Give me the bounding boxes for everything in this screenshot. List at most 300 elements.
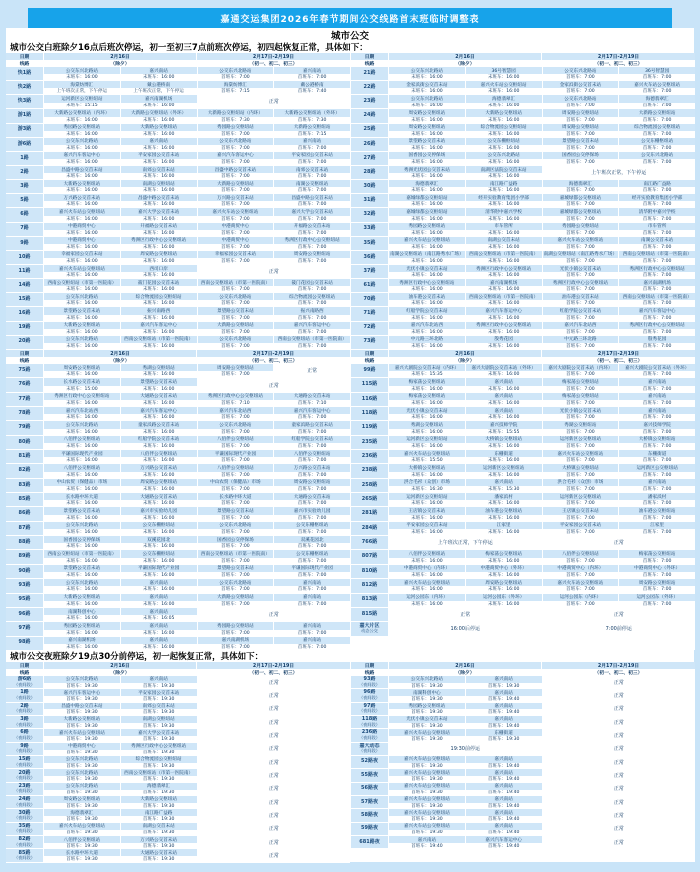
bus-time: 末班车：16:00 [466, 572, 542, 578]
schedule-cell [121, 208, 197, 221]
bus-time: 首班车：19:30 [389, 683, 465, 689]
schedule-cell [619, 336, 695, 349]
schedule-cell [121, 622, 197, 635]
schedule-cell [389, 823, 465, 835]
station-name: 嘉兴南站 [619, 393, 695, 400]
station-name: 南郊公交首末站 [121, 703, 197, 710]
route-number: 21路 [363, 69, 376, 76]
station-name: 八佰伴公交枢纽站 [44, 836, 120, 843]
row-cells [44, 265, 350, 278]
merged-note-text: 正常 [268, 853, 279, 860]
bus-time: 首班车：7:00 [543, 558, 619, 564]
station-name: 嘉兴汽车客运中心 [274, 407, 350, 414]
station-name: 南湖公交枢纽站（南江路秀水广场） [390, 252, 464, 258]
route-label [351, 729, 389, 741]
schedule-cell [389, 166, 465, 179]
merged-note-cell [543, 796, 696, 808]
schedule-cell [121, 536, 197, 549]
bus-time: 末班车：16:00 [44, 286, 120, 292]
bus-time: 首班车：7:00 [543, 472, 619, 478]
station-name: 八佰伴公交枢纽站 [121, 450, 197, 457]
bus-time: 末班车：16:00 [44, 315, 120, 321]
row-cells [389, 336, 695, 349]
row-cells [389, 81, 695, 94]
schedule-cell [543, 579, 619, 592]
route-label [351, 393, 389, 406]
route-number: 快3路 [17, 98, 32, 105]
table-row [351, 478, 695, 492]
header-dates-row [351, 350, 695, 357]
row-cells [44, 436, 350, 449]
route-label [351, 689, 389, 701]
merged-note-cell [198, 95, 351, 108]
table-row [6, 306, 350, 320]
bus-time: 末班车：16:00 [389, 286, 465, 292]
route-suffix: （夜间段） [14, 841, 35, 847]
station-name: 嘉兴火车站公交枢纽站 [44, 208, 120, 215]
bus-time: 末班车：16:00 [44, 201, 120, 207]
schedule-cell [466, 421, 542, 434]
station-name: 国香园公交停保场 [198, 536, 274, 543]
schedule-cell [198, 393, 274, 406]
row-cells [44, 464, 350, 477]
bus-time: 首班车：7:00 [543, 443, 619, 449]
bus-time: 首班车：7:00 [543, 429, 619, 435]
station-name: 王店镇公交首末站 [543, 507, 619, 514]
merged-note-text: 正常 [613, 773, 624, 780]
station-name: 红船学院公交首末站 [274, 436, 350, 443]
header-line-label: 线路 [351, 357, 389, 363]
bus-time: 首班车：7:00 [198, 429, 274, 435]
schedule-cell [198, 251, 274, 264]
bus-time: 末班车：16:00 [389, 88, 465, 94]
table-row [6, 835, 350, 848]
station-name: 景望路公交首末站 [44, 507, 120, 514]
station-name: 周安路公交枢纽站 [543, 124, 619, 131]
table-row [351, 335, 695, 349]
bus-time: 末班车：16:00 [121, 117, 197, 123]
bus-time: 首班车：7:00 [543, 400, 619, 406]
day-table-part1-left [6, 53, 350, 350]
route-label [351, 421, 389, 434]
row-cells [44, 836, 350, 848]
header-date2-sub: （初一、初二、初三） [542, 669, 695, 675]
schedule-cell [543, 293, 619, 306]
bus-time: 末班车：16:00 [44, 159, 120, 165]
route-label [351, 293, 389, 306]
station-name: 南湖公交首末站 [466, 237, 542, 244]
route-number: 1路 [20, 154, 29, 161]
merged-note-cell [198, 849, 351, 861]
merged-note-text: 正常 [613, 733, 624, 740]
route-label [351, 407, 389, 420]
station-name: 嘉兴南站 [619, 407, 695, 414]
merged-note-cell [389, 743, 542, 755]
route-number: 681路夜 [359, 838, 380, 845]
route-number: 30路 [18, 809, 31, 816]
station-name: 八佰伴公交枢纽站 [543, 550, 619, 557]
schedule-cell [44, 608, 120, 621]
schedule-cell [121, 194, 197, 207]
bus-time: 末班车：16:00 [44, 173, 120, 179]
route-label [6, 208, 44, 221]
route-label [351, 608, 389, 621]
station-name: 昌盛中路公交首末站 [44, 703, 120, 710]
schedule-cell [44, 378, 120, 391]
bus-time: 末班车：16:00 [466, 529, 542, 535]
schedule-cell [389, 594, 465, 607]
bus-time: 首班车：7:00 [619, 414, 695, 420]
row-cells [44, 522, 350, 535]
header-date2: 2月17日-2月19日 [542, 53, 695, 60]
table-row [351, 137, 695, 151]
station-name: 公交东兴北路站 [619, 152, 695, 159]
schedule-cell [121, 756, 197, 768]
bus-time: 末班车：16:00 [389, 201, 465, 207]
schedule-cell [274, 251, 350, 264]
header-line-label: 线路 [6, 669, 44, 675]
station-name: 秀园路公交枢纽站 [389, 223, 465, 230]
schedule-cell [389, 436, 465, 449]
route-label [351, 479, 389, 492]
bus-time: 末班车：16:00 [121, 558, 197, 564]
schedule-cell [274, 507, 350, 520]
route-number: 115路 [361, 381, 378, 388]
schedule-cell [389, 769, 465, 781]
schedule-cell [274, 279, 350, 292]
station-name: 运河公园东（内环） [543, 594, 619, 601]
station-name: 嘉城绿都公交枢纽站 [389, 208, 465, 215]
station-name: 公交东兴北路站 [198, 293, 274, 300]
schedule-cell [619, 364, 695, 377]
merged-note-cell [543, 783, 696, 795]
route-label [6, 756, 44, 768]
route-label [351, 279, 389, 292]
bus-time: 末班车：16:00 [44, 216, 120, 222]
table-row [351, 363, 695, 377]
station-name: 公交东兴北路站 [389, 67, 465, 74]
bus-time: 首班车：7:00 [619, 601, 695, 607]
schedule-cell [619, 322, 695, 335]
schedule-cell [389, 507, 465, 520]
schedule-cell [44, 823, 120, 835]
station-name: 嘉兴汽车北站西 [543, 322, 619, 329]
station-name: 嘉兴汽车客运中心 [44, 689, 120, 696]
station-name: 西南公交枢纽站（市第一医院南） [44, 550, 120, 557]
header-date1-sub: （除夕） [44, 357, 197, 363]
station-name: 景望路公交首末站 [121, 378, 197, 385]
route-label [351, 194, 389, 207]
bus-time: 末班车：16:00 [389, 74, 465, 80]
table-row [6, 768, 350, 781]
day-tables-part2 [6, 350, 694, 650]
merged-note-cell [543, 622, 696, 635]
schedule-cell [543, 279, 619, 292]
bus-time: 首班车：19:40 [466, 803, 542, 809]
bus-time: 末班车：16:00 [44, 400, 120, 406]
schedule-cell [44, 550, 120, 563]
station-name: 运河新区公交枢纽站 [389, 493, 465, 500]
schedule-cell [274, 579, 350, 592]
merged-note-text: 正常 [613, 826, 624, 833]
route-number: 3路 [20, 716, 29, 723]
header-date1: 2月16日 [389, 350, 542, 357]
schedule-cell [44, 809, 120, 821]
route-label [6, 109, 44, 122]
merged-note-cell [198, 729, 351, 741]
table-row [6, 264, 350, 278]
table-filler [351, 636, 695, 650]
schedule-cell [619, 579, 695, 592]
merged-note-cell [198, 378, 351, 391]
schedule-cell [198, 464, 274, 477]
schedule-cell [543, 507, 619, 520]
schedule-cell [44, 421, 120, 434]
row-cells [389, 421, 695, 434]
bus-time: 末班车：16:00 [466, 343, 542, 349]
bus-time: 首班车：19:30 [121, 709, 197, 715]
bus-time: 末班车：16:00 [121, 400, 197, 406]
schedule-cell [198, 223, 274, 236]
bus-time: 首班车：19:30 [44, 723, 120, 729]
route-label [351, 152, 389, 165]
station-name: 筱门花园公交首末站 [274, 279, 350, 286]
schedule-cell [389, 279, 465, 292]
row-cells [389, 279, 695, 292]
table-row [6, 94, 350, 108]
route-label [6, 689, 44, 701]
station-name: 嘉兴南站 [121, 67, 197, 74]
station-name: 中山农贸（保健品）市场 [44, 479, 120, 486]
schedule-cell [44, 756, 120, 768]
route-label [6, 796, 44, 808]
route-number: 52路夜 [361, 758, 378, 765]
merged-note-cell [198, 796, 351, 808]
row-cells [389, 450, 695, 463]
table-row [351, 406, 695, 420]
header-date1: 2月16日 [44, 350, 197, 357]
header-date1-sub: （除夕） [389, 669, 542, 675]
bus-time: 末班车：16:00 [121, 286, 197, 292]
row-cells [389, 507, 695, 520]
station-name: 嘉兴南站 [466, 407, 542, 414]
schedule-cell [619, 507, 695, 520]
schedule-cell [466, 293, 542, 306]
route-number: 22路 [363, 83, 376, 90]
schedule-cell [466, 464, 542, 477]
bus-time: 首班车：7:00 [619, 103, 695, 109]
route-label [6, 95, 44, 108]
station-name: 南江路广益路 [466, 180, 542, 187]
station-name: 嘉兴火车站公交枢纽站 [543, 450, 619, 457]
schedule-cell [389, 364, 465, 377]
schedule-cell [44, 166, 120, 179]
row-cells [389, 550, 695, 563]
route-label [351, 522, 389, 535]
station-name: 梅家荡公交枢纽站 [543, 378, 619, 385]
station-name: 嘉兴南湖机场 [121, 95, 197, 102]
route-number: 30路 [363, 182, 376, 189]
station-name: 昌盛中路公交首末站 [44, 166, 120, 173]
station-name: 嘉兴火车站公交枢纽站 [543, 237, 619, 244]
station-name: 平谦国际现代产业园 [121, 565, 197, 572]
table-row [351, 66, 695, 80]
night-table-right [351, 662, 695, 862]
schedule-cell [44, 95, 120, 108]
station-name: 周安路公交枢纽站 [198, 364, 274, 371]
route-number: 26路 [363, 140, 376, 147]
bus-time: 首班车：7:00 [274, 572, 350, 578]
row-cells [44, 166, 350, 179]
station-name: 大通路公交首末站 [121, 849, 197, 856]
schedule-cell [389, 550, 465, 563]
schedule-cell [198, 307, 274, 320]
bus-time: 首班车：7:00 [274, 343, 350, 349]
bus-time: 首班车：7:00 [198, 315, 274, 321]
bus-time: 首班车：7:00 [198, 443, 274, 449]
merged-note-cell [543, 608, 696, 621]
schedule-cell [466, 407, 542, 420]
station-name: 公交东栅枢纽站 [121, 522, 197, 529]
table-row [351, 607, 695, 621]
table-row [351, 521, 695, 535]
merged-note-cell [198, 716, 351, 728]
schedule-cell [121, 138, 197, 151]
route-label [351, 251, 389, 264]
schedule-cell [198, 237, 274, 250]
table-row [6, 702, 350, 715]
station-name: 公交东栅枢纽站 [274, 550, 350, 557]
station-name: 戴公港桥南 [121, 81, 197, 88]
station-name: 综合物流园公交枢纽站 [466, 124, 542, 131]
row-cells [44, 493, 350, 506]
bus-time: 首班车：19:30 [389, 723, 465, 729]
bus-time: 首班车：7:00 [543, 187, 619, 193]
schedule-cell [389, 565, 465, 578]
bus-time: 末班车：16:00 [44, 414, 120, 420]
station-name: 大新路公交枢纽站 [198, 594, 274, 601]
schedule-cell [466, 208, 542, 221]
route-number: 79路 [18, 424, 31, 431]
route-label [6, 703, 44, 715]
schedule-cell [389, 152, 465, 165]
station-name: 大通路公交首末站 [121, 493, 197, 500]
merged-note-text: 正常 [268, 813, 279, 820]
bus-time: 首班车：19:40 [389, 843, 465, 849]
merged-note-cell [198, 265, 351, 278]
row-cells [389, 407, 695, 420]
bus-time: 首班车：7:00 [198, 586, 274, 592]
row-cells [389, 536, 695, 549]
schedule-cell [274, 166, 350, 179]
bus-time: 首班车：7:00 [619, 371, 695, 377]
route-number: 56路夜 [361, 785, 378, 792]
route-number: 55路夜 [361, 771, 378, 778]
table-row [351, 675, 695, 688]
station-name: 嘉兴汽车客运中心 [619, 307, 695, 314]
table-row [6, 492, 350, 506]
row-cells [44, 251, 350, 264]
table-row [351, 321, 695, 335]
station-name: 八佰伴公交枢纽站 [198, 464, 274, 471]
bus-time: 首班车：7:00 [274, 472, 350, 478]
schedule-cell [44, 579, 120, 592]
table-header [6, 53, 350, 66]
schedule-cell [619, 279, 695, 292]
bus-time: 末班车：16:00 [44, 258, 120, 264]
row-cells [389, 703, 695, 715]
station-name: 嘉兴大学公交首末站 [274, 208, 350, 215]
bus-time: 首班车：19:30 [44, 683, 120, 689]
schedule-cell [619, 378, 695, 391]
table-row [351, 768, 695, 781]
day-table-part2-left [6, 350, 350, 650]
header-date2-sub: （初一、初二、初三） [197, 669, 350, 675]
route-number: 236路 [361, 452, 378, 459]
header-line-label: 线路 [351, 60, 389, 66]
schedule-cell [466, 138, 542, 151]
route-label [6, 550, 44, 563]
bus-time: 首班车：7:00 [198, 543, 274, 549]
row-cells [44, 421, 350, 434]
schedule-cell [274, 307, 350, 320]
bus-time: 首班车：19:30 [121, 736, 197, 742]
bus-time: 首班车：7:00 [543, 486, 619, 492]
bus-time: 末班车：16:00 [389, 258, 465, 264]
row-cells [44, 507, 350, 520]
station-name: 嘉兴南湖机场 [44, 637, 120, 644]
bus-time: 首班车：19:30 [44, 709, 120, 715]
row-cells [389, 364, 695, 377]
station-name: 大新路公交枢纽站 [121, 796, 197, 803]
schedule-cell [198, 594, 274, 607]
schedule-cell [619, 81, 695, 94]
station-name: 光伏小镇公交首末站 [389, 407, 465, 414]
station-name: 大新路公交枢纽站（内环） [198, 109, 274, 116]
bus-time: 首班车：7:00 [543, 230, 619, 236]
bus-time: 末班车：16:00 [44, 515, 120, 521]
bus-time: 末班车：15:30 [466, 486, 542, 492]
station-name: 嘉兴南站 [121, 637, 197, 644]
bus-time: 末班车：16:00 [466, 88, 542, 94]
station-name: 平安家园公交首末站 [543, 522, 619, 529]
merged-note-text: 正常 [613, 540, 624, 547]
bus-time: 首班车：7:00 [543, 386, 619, 392]
station-name: 周安路公交枢纽站 [121, 251, 197, 258]
station-name: 周安路公交枢纽站 [389, 109, 465, 116]
station-name: 秀洲区行政中心公交枢纽站 [44, 393, 120, 400]
station-name: 红船学院公交首末站 [121, 436, 197, 443]
row-cells [44, 95, 350, 108]
station-name: 潘家浜村 [466, 493, 542, 500]
station-name: 西南公交枢纽站（市第一医院南） [619, 251, 695, 258]
route-label [6, 622, 44, 635]
schedule-cell [121, 550, 197, 563]
schedule-cell [619, 95, 695, 108]
table-row [351, 94, 695, 108]
schedule-cell [543, 393, 619, 406]
station-name: 运河新区公交枢纽站 [44, 95, 120, 102]
merged-note-text: 正常 [307, 368, 318, 375]
route-suffix: （夜间段） [14, 855, 35, 861]
station-name: 嘉兴南站 [466, 689, 542, 696]
schedule-cell [198, 81, 274, 94]
row-cells [44, 823, 350, 835]
station-name: 西南公交枢纽站（市第一医院南） [44, 279, 120, 286]
bus-time: 末班车：16:00 [121, 230, 197, 236]
header-date2-sub: （初一、初二、初三） [197, 60, 350, 66]
route-label [6, 421, 44, 434]
